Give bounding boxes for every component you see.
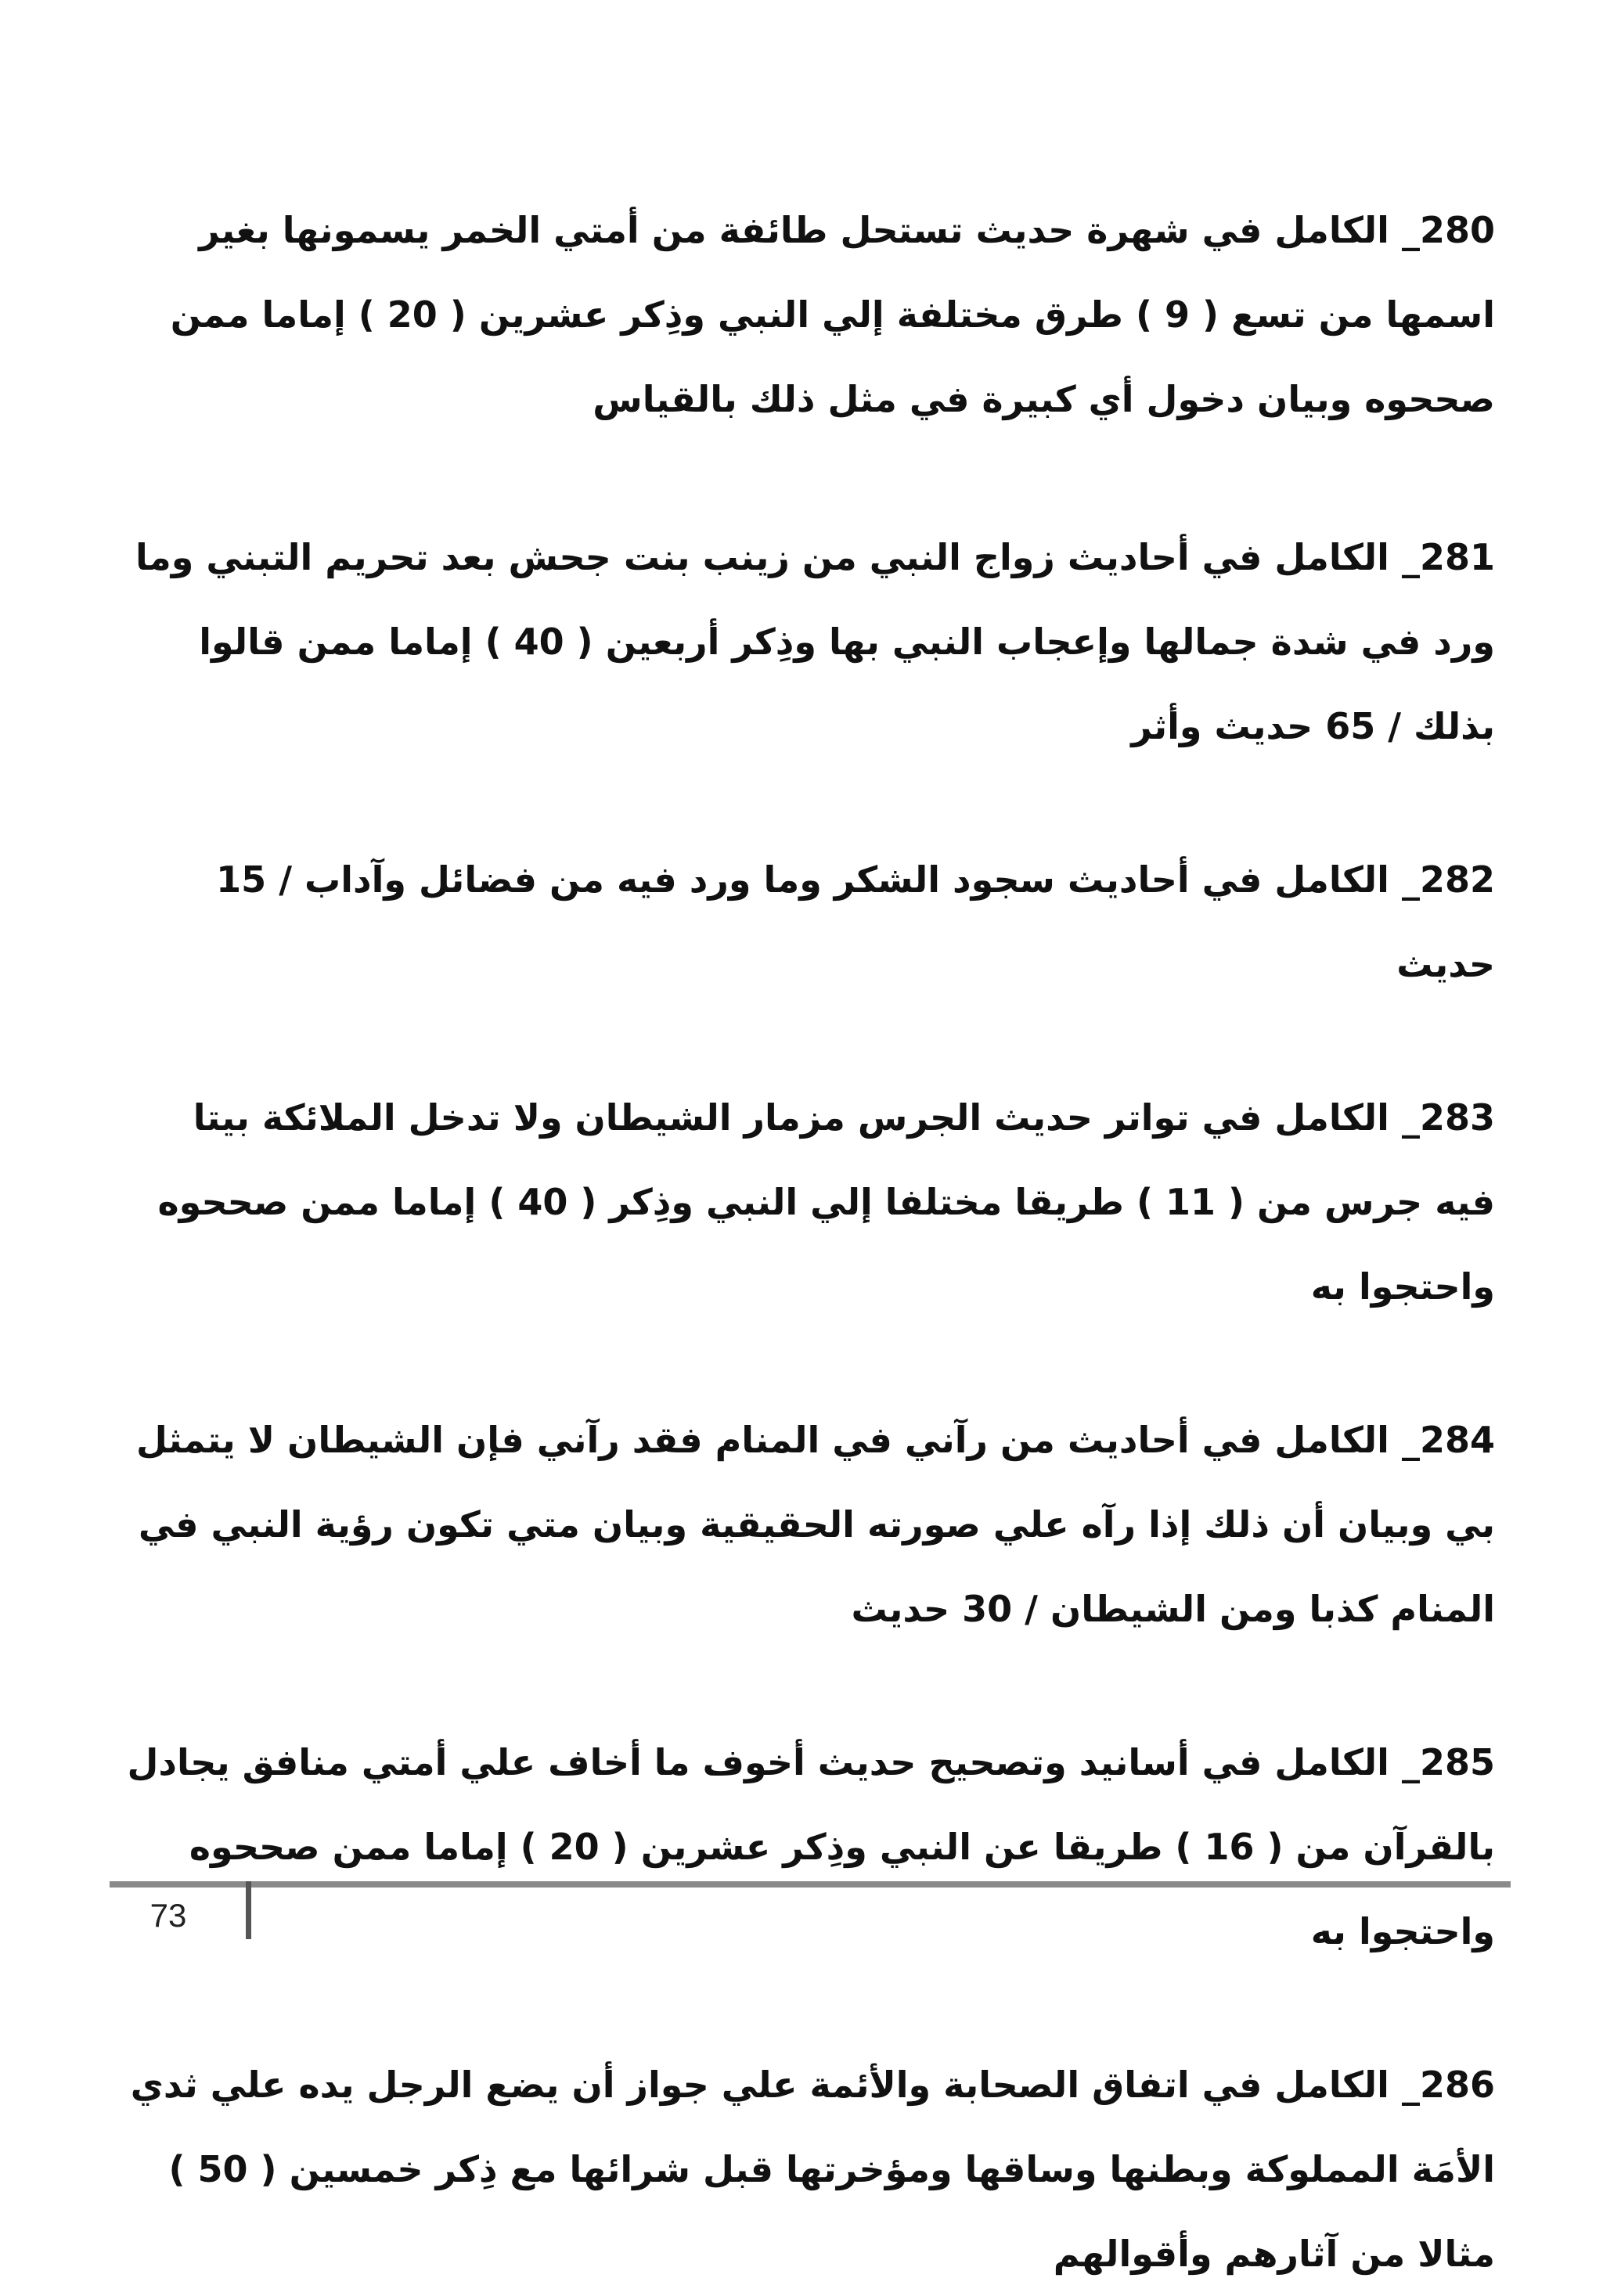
page-number: 73 <box>149 1897 187 1934</box>
entry-286: 286_ الكامل في اتفاق الصحابة والأئمة علي جواز أن يضع الرجل يده علي ثدي الأمَة المملوكة وبطنها وساقها ومؤخرتها قبل شرائها مع ذِكر خمسين ( 50 ) مثالا من آثارهم وأقوالهم <box>130 2064 1495 2275</box>
entry-282: 282_ الكامل في أحاديث سجود الشكر وما ورد فيه من فضائل وآداب / 15 حديث <box>216 858 1495 985</box>
entry-283: 283_ الكامل في تواتر حديث الجرس مزمار الشيطان ولا تدخل الملائكة بيتا فيه جرس من ( 11 ) طريقا مختلفا إلي النبي وذِكر ( 40 ) إماما ممن صححوه واحتجوا به <box>157 1096 1495 1308</box>
footer-divider <box>110 1881 1511 1888</box>
footer-page-tick <box>246 1881 251 1939</box>
entry-list <box>125 188 1495 2296</box>
entry-284: 284_ الكامل في أحاديث من رآني في المنام فقد رآني فإن الشيطان لا يتمثل بي وبيان أن ذلك إذا رآه علي صورته الحقيقية وبيان متي تكون رؤية النبي في المنام كذبا ومن الشيطان / 30 حديث <box>136 1419 1495 1630</box>
entry-281: 281_ الكامل في أحاديث زواج النبي من زينب بنت جحش بعد تحريم التبني وما ورد في شدة جمالها وإعجاب النبي بها وذِكر أربعين ( 40 ) إماما ممن قالوا بذلك / 65 حديث وأثر <box>135 536 1495 747</box>
entry-280: 280_ الكامل في شهرة حديث تستحل طائفة من أمتي الخمر يسمونها بغير اسمها من تسع ( 9 ) طرق مختلفة إلي النبي وذِكر عشرين ( 20 ) إماما ممن صححوه وبيان دخول أي كبيرة في مثل ذلك بالقياس <box>170 209 1495 420</box>
entry-285: 285_ الكامل في أسانيد وتصحيح حديث أخوف ما أخاف علي أمتي منافق يجادل بالقرآن من ( 16 ) طريقا عن النبي وذِكر عشرين ( 20 ) إماما ممن صححوه واحتجوا به <box>127 1741 1495 1952</box>
